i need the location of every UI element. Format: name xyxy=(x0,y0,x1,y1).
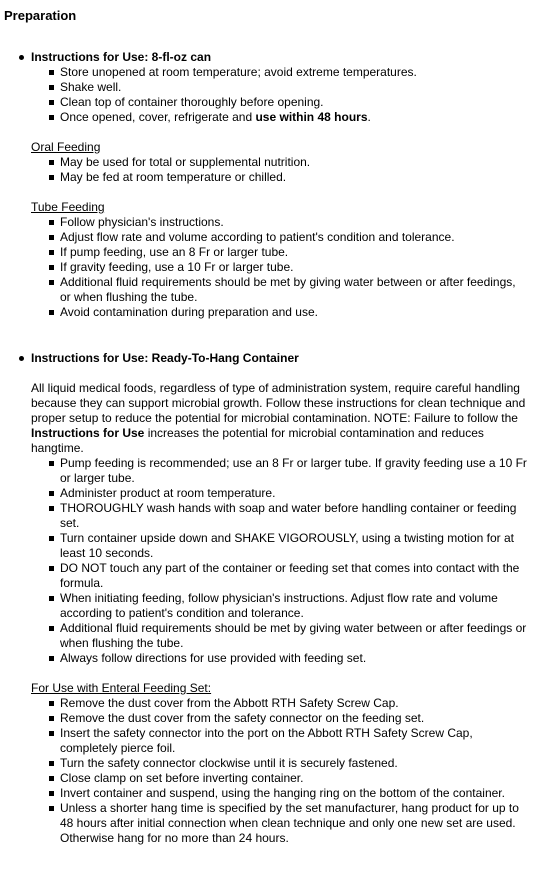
item-bold-text: use within 48 hours xyxy=(255,110,368,124)
section-8floz-can xyxy=(31,50,529,320)
section-ready-to-hang xyxy=(31,351,529,846)
list-item: Unless a shorter hang time is specified by the set manufacturer, hang product for up to 48 hours after initial connection when clean technique and only one new set are used. Otherwise hang for no more than 24 hours. xyxy=(60,801,529,846)
list-item: Always follow directions for use provided with feeding set. xyxy=(60,651,529,666)
list-item: Remove the dust cover from the safety connector on the feeding set. xyxy=(60,711,529,726)
list-item: DO NOT touch any part of the container or feeding set that comes into contact with the formula. xyxy=(60,561,529,591)
list-item: Avoid contamination during preparation and use. xyxy=(60,305,529,320)
list-item: THOROUGHLY wash hands with soap and water before handling container or feeding set. xyxy=(60,501,529,531)
list-item: Administer product at room temperature. xyxy=(60,486,529,501)
para-text: increases the potential for microbial contamination and reduces hangtime. xyxy=(31,426,484,455)
list-item: Insert the safety connector into the port on the Abbott RTH Safety Screw Cap, completely pierce foil. xyxy=(60,726,529,756)
list-item: If gravity feeding, use a 10 Fr or larger tube. xyxy=(60,260,529,275)
list-item: Shake well. xyxy=(60,80,529,95)
can-steps-list xyxy=(31,65,529,125)
list-item: Pump feeding is recommended; use an 8 Fr or larger tube. If gravity feeding use a 10 Fr or larger tube. xyxy=(60,456,529,486)
item-text: Once opened, cover, refrigerate and xyxy=(60,110,256,124)
para-bold-text: Instructions for Use xyxy=(31,426,145,440)
list-item: Adjust flow rate and volume according to patient's condition and tolerance. xyxy=(60,230,529,245)
list-item: Turn the safety connector clockwise until it is securely fastened. xyxy=(60,756,529,771)
para-text: All liquid medical foods, regardless of type of administration system, require careful handling because they can support microbial growth. Follow these instructions for clean technique and proper setup to reduce the potential for microbial contamination. NOTE: Failure to follow the xyxy=(31,381,526,425)
list-item: Invert container and suspend, using the hanging ring on the bottom of the container. xyxy=(60,786,529,801)
list-item: May be used for total or supplemental nutrition. xyxy=(60,155,529,170)
page-heading: Preparation xyxy=(4,8,77,23)
list-item: May be fed at room temperature or chilled. xyxy=(60,170,529,185)
list-item: Follow physician's instructions. xyxy=(60,215,529,230)
list-item xyxy=(60,110,529,125)
intro-paragraph xyxy=(31,381,529,456)
rth-steps-list xyxy=(31,456,529,666)
list-item: Close clamp on set before inverting container. xyxy=(60,771,529,786)
list-item: When initiating feeding, follow physician's instructions. Adjust flow rate and volume according to patient's condition and tolerance. xyxy=(60,591,529,621)
section-title: Instructions for Use: 8-fl-oz can xyxy=(31,50,212,64)
list-item: Remove the dust cover from the Abbott RTH Safety Screw Cap. xyxy=(60,696,529,711)
list-item: Store unopened at room temperature; avoid extreme temperatures. xyxy=(60,65,529,80)
section-title: Instructions for Use: Ready-To-Hang Container xyxy=(31,351,299,365)
list-item: Additional fluid requirements should be met by giving water between or after feedings or when flushing the tube. xyxy=(60,621,529,651)
list-item: Clean top of container thoroughly before opening. xyxy=(60,95,529,110)
list-item: If pump feeding, use an 8 Fr or larger tube. xyxy=(60,245,529,260)
instructions-list xyxy=(4,50,529,846)
item-text: . xyxy=(367,110,371,124)
tube-feeding-list xyxy=(31,215,529,320)
list-item: Turn container upside down and SHAKE VIGOROUSLY, using a twisting motion for at least 10 seconds. xyxy=(60,531,529,561)
enteral-feeding-set-heading: For Use with Enteral Feeding Set: xyxy=(31,681,212,695)
tube-feeding-heading: Tube Feeding xyxy=(31,200,105,214)
oral-feeding-list xyxy=(31,155,529,185)
enteral-steps-list xyxy=(31,696,529,846)
list-item: Additional fluid requirements should be met by giving water between or after feedings, or when flushing the tube. xyxy=(60,275,529,305)
oral-feeding-heading: Oral Feeding xyxy=(31,140,101,154)
